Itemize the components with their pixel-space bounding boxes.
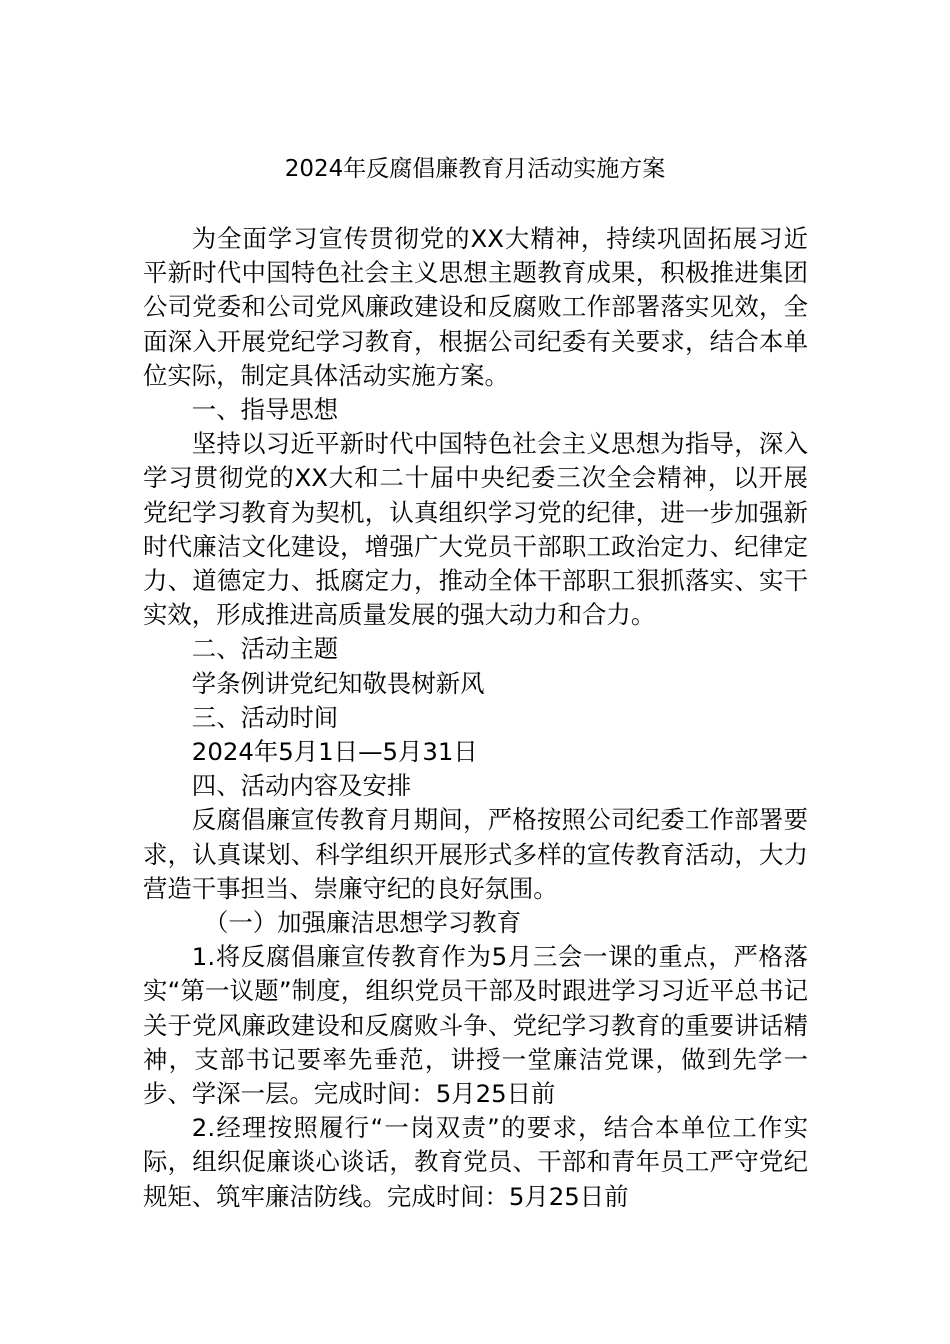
subsection-heading-education: （一）加强廉洁思想学习教育 bbox=[204, 908, 522, 938]
document-title: 2024年反腐倡廉教育月活动实施方案 bbox=[284, 156, 666, 182]
activity-time-text: 2024年5月1日—5月31日 bbox=[191, 737, 478, 767]
section-heading-activity-content: 四、活动内容及安排 bbox=[191, 771, 412, 801]
section-heading-guiding-ideology: 一、指导思想 bbox=[191, 395, 339, 425]
guiding-ideology-paragraph: 坚持以习近平新时代中国特色社会主义思想为指导，深入学习贯彻党的XX大和二十届中央纪委三次全会精神，以开展党纪学习教育为契机，认真组织学习党的纪律，进一步加强新时代廉洁文化建设，增强广大党员干部职工政治定力、纪律定力、道德定力、抵腐定力，推动全体干部职工狠抓落实、实干实效，形成推进高质量发展的强大动力和合力。 bbox=[143, 429, 808, 630]
section-heading-activity-time: 三、活动时间 bbox=[191, 702, 339, 732]
activity-content-paragraph: 反腐倡廉宣传教育月期间，严格按照公司纪委工作部署要求，认真谋划、科学组织开展形式多样的宣传教育活动，大力营造干事担当、崇廉守纪的良好氛围。 bbox=[143, 805, 808, 903]
list-item-2: 2.经理按照履行“一岗双责”的要求，结合本单位工作实际，组织促廉谈心谈话，教育党员、干部和青年员工严守党纪规矩、筑牢廉洁防线。完成时间：5月25日前 bbox=[143, 1113, 808, 1211]
intro-paragraph: 为全面学习宣传贯彻党的XX大精神，持续巩固拓展习近平新时代中国特色社会主义思想主题教育成果，积极推进集团公司党委和公司党风廉政建设和反腐败工作部署落实见效，全面深入开展党纪学习教育，根据公司纪委有关要求，结合本单位实际，制定具体活动实施方案。 bbox=[143, 224, 808, 390]
activity-theme-text: 学条例讲党纪知敬畏树新风 bbox=[191, 668, 485, 698]
list-item-1: 1.将反腐倡廉宣传教育作为5月三会一课的重点，严格落实“第一议题”制度，组织党员干部及时跟进学习习近平总书记关于党风廉政建设和反腐败斗争、党纪学习教育的重要讲话精神，支部书记要率先垂范，讲授一堂廉洁党课，做到先学一步、学深一层。完成时间：5月25日前 bbox=[143, 942, 808, 1109]
section-heading-activity-theme: 二、活动主题 bbox=[191, 634, 339, 664]
document-body bbox=[143, 222, 808, 1214]
